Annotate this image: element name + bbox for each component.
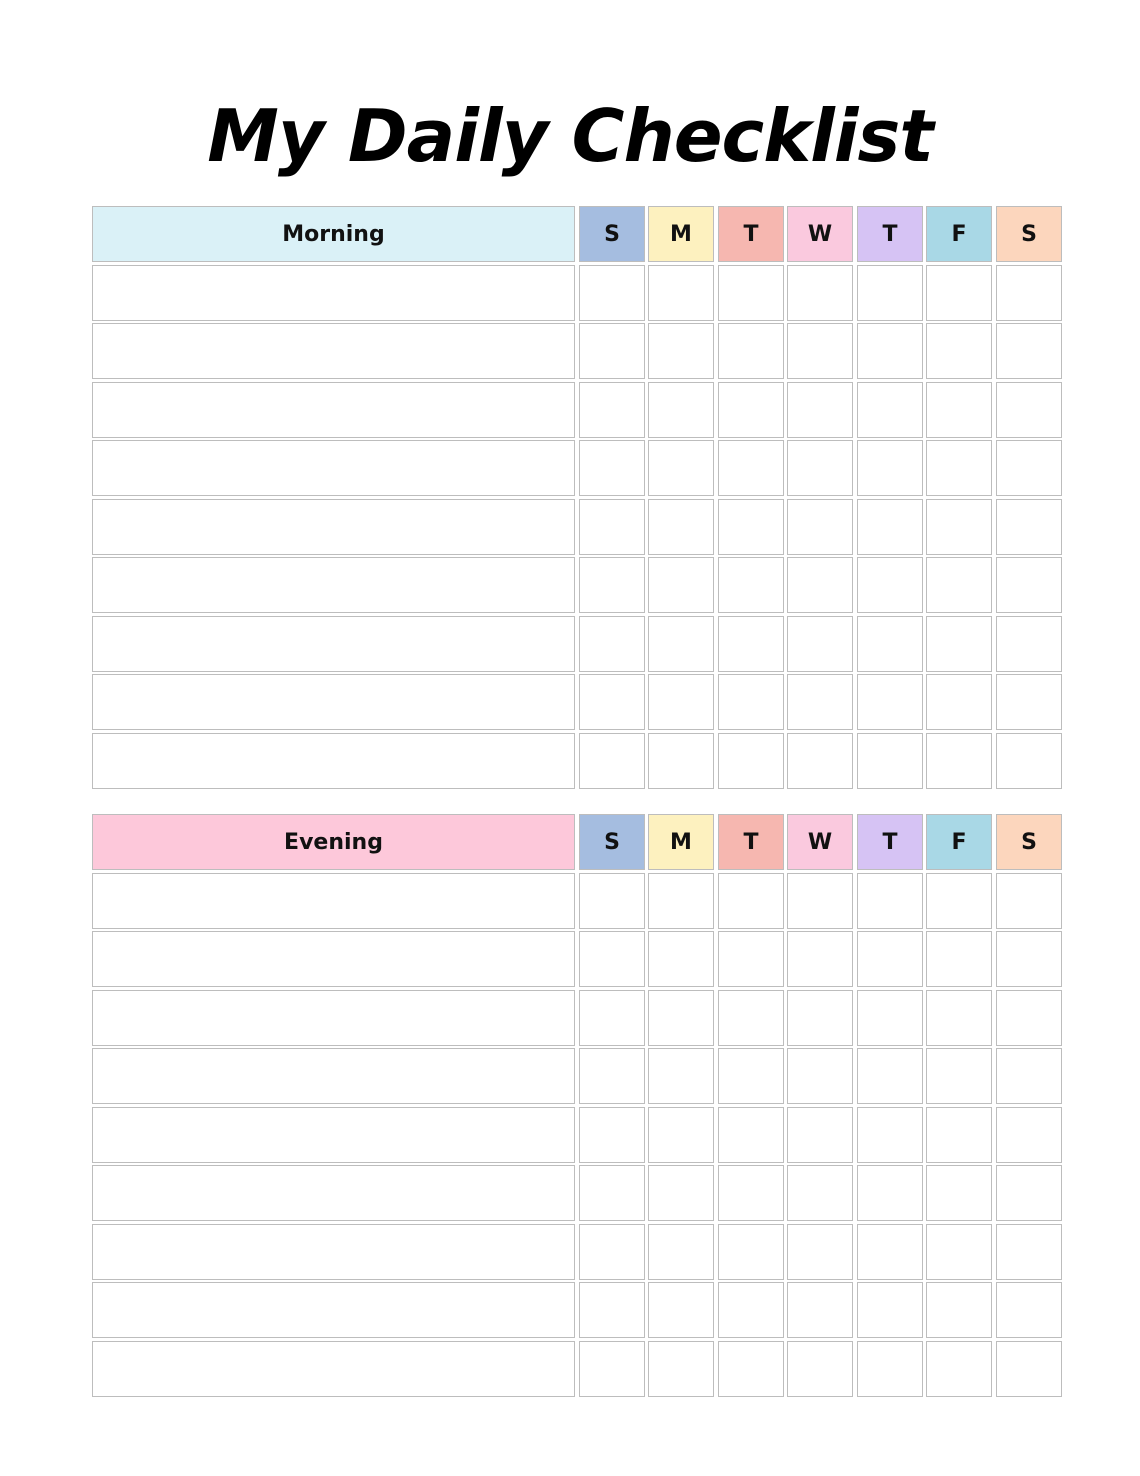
evening-checkbox-thursday[interactable] [857,931,923,987]
evening-checkbox-tuesday[interactable] [718,931,784,987]
evening-checkbox-friday[interactable] [926,931,992,987]
evening-checkbox-sunday[interactable] [579,1107,645,1163]
evening-checkbox-saturday[interactable] [996,931,1062,987]
morning-checkbox-monday[interactable] [648,616,714,672]
morning-header-row [92,206,1063,262]
morning-day-header-monday: M [648,206,714,262]
morning-checkbox-sunday[interactable] [579,265,645,321]
evening-checkbox-sunday[interactable] [579,1282,645,1338]
morning-day-header-tuesday: T [718,206,784,262]
evening-checkbox-friday[interactable] [926,1107,992,1163]
morning-checkbox-wednesday[interactable] [787,323,853,379]
morning-checkbox-thursday[interactable] [857,733,923,789]
table-row [92,323,1063,379]
table-row [92,674,1063,730]
evening-checkbox-wednesday[interactable] [787,1341,853,1397]
morning-checkbox-saturday[interactable] [996,557,1062,613]
morning-day-header-thursday: T [857,206,923,262]
evening-day-header-tuesday: T [718,814,784,870]
morning-task-cell[interactable] [92,382,575,438]
morning-task-cell[interactable] [92,265,575,321]
morning-checkbox-saturday[interactable] [996,499,1062,555]
morning-checkbox-sunday[interactable] [579,499,645,555]
evening-day-header-thursday: T [857,814,923,870]
morning-checkbox-tuesday[interactable] [718,674,784,730]
evening-checkbox-tuesday[interactable] [718,1224,784,1280]
morning-task-cell[interactable] [92,674,575,730]
evening-checkbox-tuesday[interactable] [718,1165,784,1221]
morning-checkbox-tuesday[interactable] [718,499,784,555]
evening-checkbox-monday[interactable] [648,1224,714,1280]
morning-checkbox-monday[interactable] [648,265,714,321]
evening-checkbox-wednesday[interactable] [787,1165,853,1221]
morning-checkbox-thursday[interactable] [857,265,923,321]
morning-checkbox-thursday[interactable] [857,557,923,613]
morning-checkbox-monday[interactable] [648,440,714,496]
table-row [92,1282,1063,1338]
evening-checkbox-thursday[interactable] [857,873,923,929]
evening-checkbox-sunday[interactable] [579,1341,645,1397]
morning-checkbox-sunday[interactable] [579,733,645,789]
evening-checkbox-wednesday[interactable] [787,1048,853,1104]
evening-checklist-table [92,814,1063,1399]
morning-checkbox-monday[interactable] [648,557,714,613]
morning-checkbox-sunday[interactable] [579,323,645,379]
evening-day-header-saturday: S [996,814,1062,870]
morning-day-header-friday: F [926,206,992,262]
evening-task-cell[interactable] [92,931,575,987]
morning-checkbox-friday[interactable] [926,323,992,379]
table-row [92,1048,1063,1104]
morning-checkbox-friday[interactable] [926,440,992,496]
morning-checkbox-friday[interactable] [926,499,992,555]
morning-task-cell[interactable] [92,616,575,672]
evening-day-header-wednesday: W [787,814,853,870]
evening-checkbox-monday[interactable] [648,1048,714,1104]
evening-checkbox-monday[interactable] [648,1165,714,1221]
table-row [92,557,1063,613]
evening-task-cell[interactable] [92,990,575,1046]
evening-checkbox-sunday[interactable] [579,873,645,929]
morning-task-cell[interactable] [92,733,575,789]
morning-checkbox-sunday[interactable] [579,674,645,730]
evening-task-cell[interactable] [92,1165,575,1221]
evening-checkbox-thursday[interactable] [857,1282,923,1338]
morning-checkbox-thursday[interactable] [857,499,923,555]
evening-checkbox-sunday[interactable] [579,1165,645,1221]
morning-checkbox-sunday[interactable] [579,382,645,438]
morning-checkbox-monday[interactable] [648,499,714,555]
evening-checkbox-saturday[interactable] [996,1165,1062,1221]
evening-task-cell[interactable] [92,1341,575,1397]
evening-checkbox-saturday[interactable] [996,1341,1062,1397]
morning-checkbox-thursday[interactable] [857,616,923,672]
morning-day-header-wednesday: W [787,206,853,262]
morning-checkbox-wednesday[interactable] [787,557,853,613]
morning-task-cell[interactable] [92,323,575,379]
table-row [92,440,1063,496]
evening-checkbox-tuesday[interactable] [718,1048,784,1104]
evening-task-cell[interactable] [92,1107,575,1163]
morning-checkbox-monday[interactable] [648,674,714,730]
evening-checkbox-saturday[interactable] [996,1107,1062,1163]
evening-checkbox-saturday[interactable] [996,1048,1062,1104]
evening-section-header: Evening [92,814,575,870]
morning-checkbox-friday[interactable] [926,557,992,613]
evening-checkbox-thursday[interactable] [857,1165,923,1221]
evening-task-cell[interactable] [92,1224,575,1280]
morning-checkbox-friday[interactable] [926,733,992,789]
morning-checkbox-tuesday[interactable] [718,733,784,789]
evening-checkbox-wednesday[interactable] [787,1282,853,1338]
morning-checkbox-wednesday[interactable] [787,382,853,438]
morning-checkbox-wednesday[interactable] [787,499,853,555]
morning-task-cell[interactable] [92,440,575,496]
morning-rows [92,265,1063,789]
evening-checkbox-monday[interactable] [648,1282,714,1338]
table-row [92,265,1063,321]
evening-header-row [92,814,1063,870]
morning-checkbox-saturday[interactable] [996,674,1062,730]
evening-checkbox-saturday[interactable] [996,990,1062,1046]
morning-checkbox-wednesday[interactable] [787,733,853,789]
evening-task-cell[interactable] [92,1282,575,1338]
morning-checkbox-monday[interactable] [648,382,714,438]
evening-checkbox-wednesday[interactable] [787,990,853,1046]
table-row [92,733,1063,789]
morning-checkbox-tuesday[interactable] [718,323,784,379]
evening-checkbox-wednesday[interactable] [787,931,853,987]
evening-checkbox-thursday[interactable] [857,1341,923,1397]
evening-checkbox-friday[interactable] [926,1282,992,1338]
morning-checkbox-monday[interactable] [648,323,714,379]
evening-checkbox-tuesday[interactable] [718,873,784,929]
morning-checkbox-tuesday[interactable] [718,616,784,672]
table-row [92,382,1063,438]
table-row [92,1341,1063,1397]
morning-checkbox-monday[interactable] [648,733,714,789]
morning-checkbox-tuesday[interactable] [718,382,784,438]
evening-checkbox-sunday[interactable] [579,1224,645,1280]
evening-checkbox-friday[interactable] [926,1048,992,1104]
morning-checkbox-saturday[interactable] [996,265,1062,321]
morning-checkbox-friday[interactable] [926,265,992,321]
evening-checkbox-monday[interactable] [648,990,714,1046]
evening-task-cell[interactable] [92,873,575,929]
morning-checkbox-saturday[interactable] [996,382,1062,438]
evening-checkbox-monday[interactable] [648,873,714,929]
morning-checkbox-sunday[interactable] [579,557,645,613]
evening-checkbox-tuesday[interactable] [718,1282,784,1338]
morning-section-header: Morning [92,206,575,262]
morning-checkbox-saturday[interactable] [996,733,1062,789]
evening-checkbox-monday[interactable] [648,931,714,987]
morning-checkbox-wednesday[interactable] [787,265,853,321]
table-row [92,873,1063,929]
morning-checkbox-saturday[interactable] [996,323,1062,379]
evening-checkbox-wednesday[interactable] [787,873,853,929]
morning-checkbox-thursday[interactable] [857,440,923,496]
evening-checkbox-tuesday[interactable] [718,1341,784,1397]
morning-checkbox-friday[interactable] [926,616,992,672]
evening-checkbox-wednesday[interactable] [787,1107,853,1163]
evening-rows [92,873,1063,1397]
evening-day-header-sunday: S [579,814,645,870]
evening-checkbox-friday[interactable] [926,1224,992,1280]
morning-checkbox-tuesday[interactable] [718,557,784,613]
morning-checkbox-thursday[interactable] [857,674,923,730]
evening-checkbox-saturday[interactable] [996,1282,1062,1338]
table-row [92,499,1063,555]
morning-checkbox-tuesday[interactable] [718,440,784,496]
table-row [92,931,1063,987]
table-row [92,990,1063,1046]
evening-checkbox-monday[interactable] [648,1107,714,1163]
morning-checkbox-sunday[interactable] [579,616,645,672]
evening-checkbox-tuesday[interactable] [718,1107,784,1163]
evening-checkbox-friday[interactable] [926,990,992,1046]
table-row [92,1107,1063,1163]
morning-checkbox-thursday[interactable] [857,323,923,379]
evening-checkbox-thursday[interactable] [857,1048,923,1104]
evening-checkbox-sunday[interactable] [579,990,645,1046]
morning-checkbox-sunday[interactable] [579,440,645,496]
evening-checkbox-thursday[interactable] [857,990,923,1046]
morning-task-cell[interactable] [92,499,575,555]
morning-checkbox-saturday[interactable] [996,440,1062,496]
morning-checkbox-tuesday[interactable] [718,265,784,321]
evening-checkbox-tuesday[interactable] [718,990,784,1046]
evening-task-cell[interactable] [92,1048,575,1104]
evening-checkbox-thursday[interactable] [857,1107,923,1163]
morning-checkbox-wednesday[interactable] [787,674,853,730]
morning-day-header-sunday: S [579,206,645,262]
morning-checkbox-wednesday[interactable] [787,440,853,496]
evening-checkbox-sunday[interactable] [579,1048,645,1104]
evening-checkbox-sunday[interactable] [579,931,645,987]
morning-checkbox-saturday[interactable] [996,616,1062,672]
morning-checkbox-friday[interactable] [926,674,992,730]
evening-checkbox-friday[interactable] [926,873,992,929]
morning-checkbox-friday[interactable] [926,382,992,438]
table-row [92,616,1063,672]
morning-checkbox-thursday[interactable] [857,382,923,438]
evening-checkbox-monday[interactable] [648,1341,714,1397]
morning-task-cell[interactable] [92,557,575,613]
evening-day-header-friday: F [926,814,992,870]
evening-checkbox-thursday[interactable] [857,1224,923,1280]
evening-checkbox-friday[interactable] [926,1341,992,1397]
evening-day-header-monday: M [648,814,714,870]
page-title: My Daily Checklist [207,94,933,178]
table-row [92,1165,1063,1221]
evening-checkbox-wednesday[interactable] [787,1224,853,1280]
table-row [92,1224,1063,1280]
morning-day-header-saturday: S [996,206,1062,262]
morning-checkbox-wednesday[interactable] [787,616,853,672]
evening-checkbox-friday[interactable] [926,1165,992,1221]
evening-checkbox-saturday[interactable] [996,1224,1062,1280]
evening-checkbox-saturday[interactable] [996,873,1062,929]
morning-checklist-table [92,206,1063,791]
